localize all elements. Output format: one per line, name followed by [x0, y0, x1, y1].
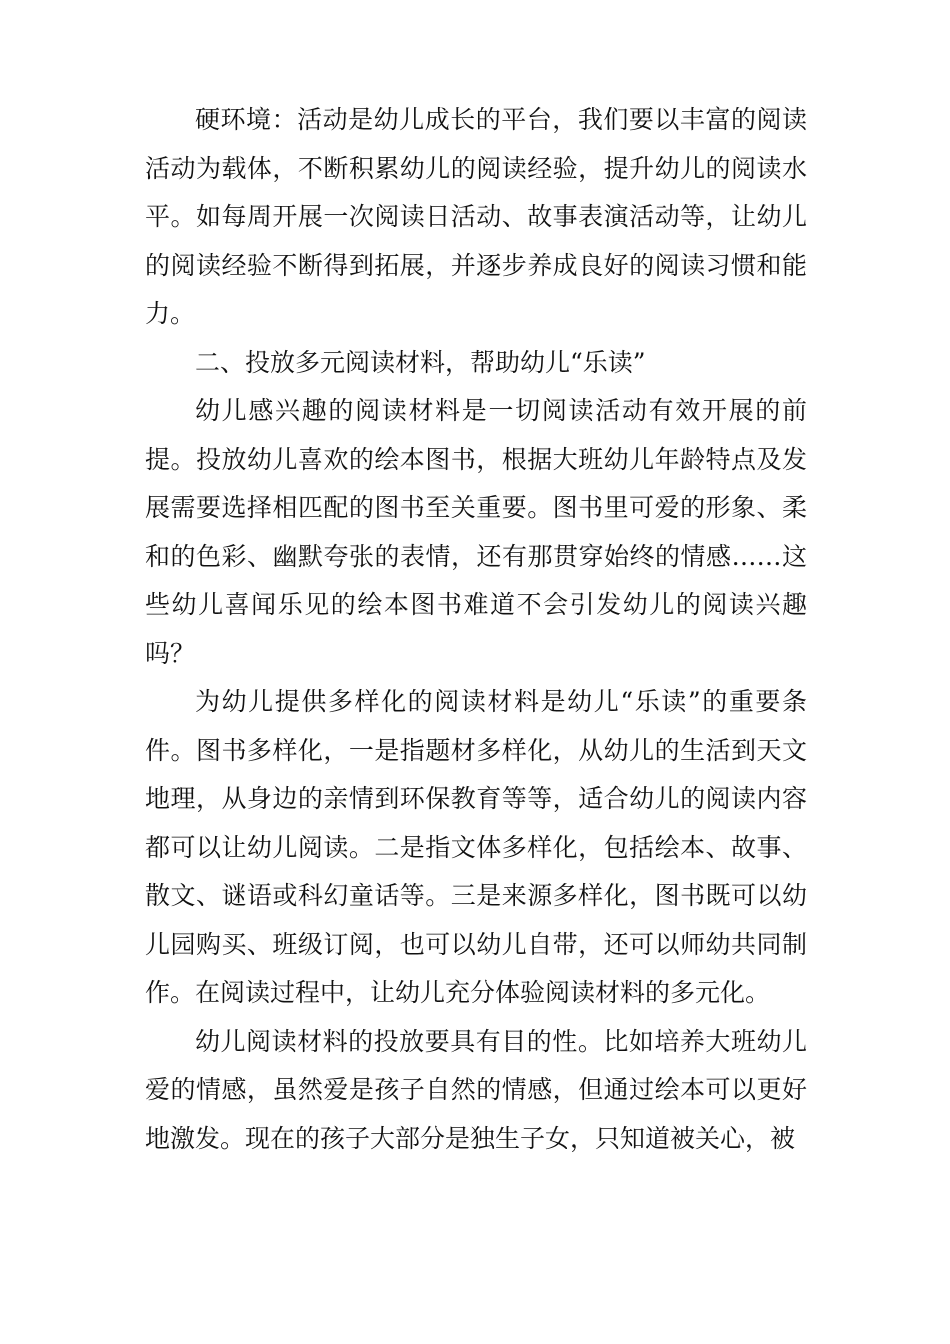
paragraph-purposeful-materials: 幼儿阅读材料的投放要具有目的性。比如培养大班幼儿爱的情感，虽然爱是孩子自然的情感，但通过绘本可以更好地激发。现在的孩子大部分是独生子女，只知道被关心，被 [145, 1026, 807, 1153]
paragraph-diverse-materials: 为幼儿提供多样化的阅读材料是幼儿“乐读”的重要条件。图书多样化，一是指题材多样化，从幼儿的生活到天文地理，从身边的亲情到环保教育等等，适合幼儿的阅读内容都可以让幼儿阅读。二是指文体多样化，包括绘本、故事、散文、谜语或科幻童话等。三是来源多样化，图书既可以幼儿园购买、班级订阅，也可以幼儿自带，还可以师幼共同制作。在阅读过程中，让幼儿充分体验阅读材料的多元化。 [145, 687, 807, 1007]
document-body [145, 96, 807, 1163]
paragraph-hard-environment: 硬环境：活动是幼儿成长的平台，我们要以丰富的阅读活动为载体，不断积累幼儿的阅读经验，提升幼儿的阅读水平。如每周开展一次阅读日活动、故事表演活动等，让幼儿的阅读经验不断得到拓展，并逐步养成良好的阅读习惯和能力。 [145, 105, 807, 328]
section-heading-reading-materials: 二、投放多元阅读材料，帮助幼儿“乐读” [195, 347, 646, 377]
paragraph-interesting-materials: 幼儿感兴趣的阅读材料是一切阅读活动有效开展的前提。投放幼儿喜欢的绘本图书，根据大班幼儿年龄特点及发展需要选择相匹配的图书至关重要。图书里可爱的形象、柔和的色彩、幽默夸张的表情，还有那贯穿始终的情感……这些幼儿喜闻乐见的绘本图书难道不会引发幼儿的阅读兴趣吗？ [145, 396, 807, 668]
